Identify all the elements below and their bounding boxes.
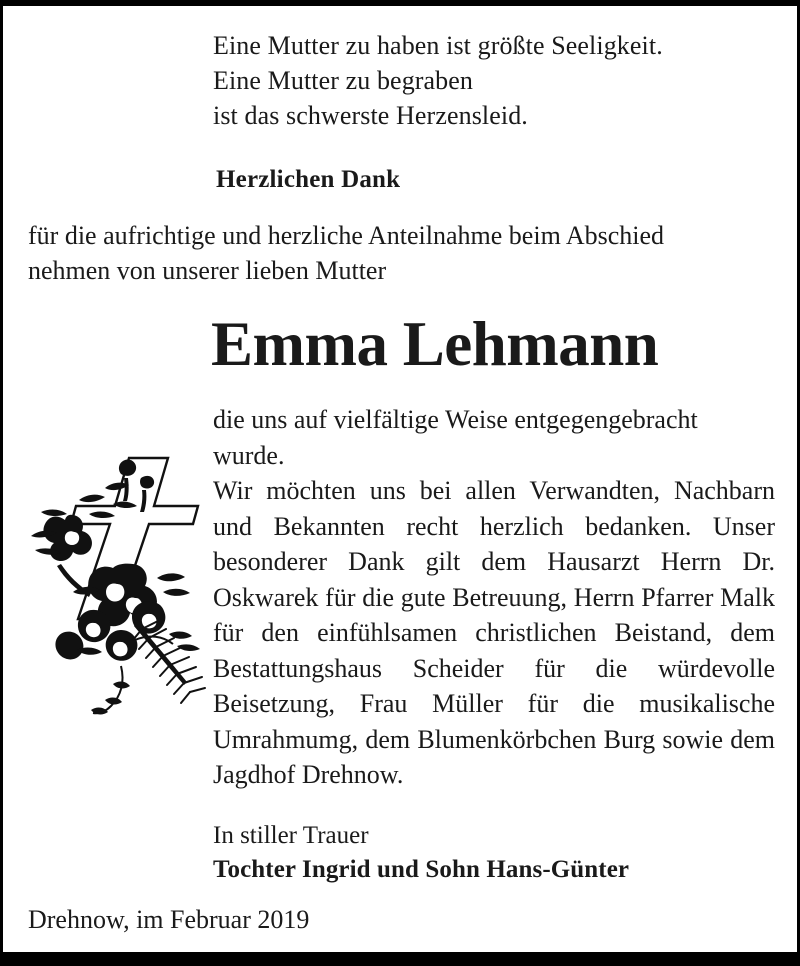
closing-block xyxy=(213,819,775,887)
intro-paragraph xyxy=(28,218,776,288)
closing-line: In stiller Trauer xyxy=(213,822,369,849)
verse-line-2: Eine Mutter zu begraben xyxy=(213,66,474,95)
body-paragraph-1: die uns auf vielfältige Weise entgegengebracht wurde. xyxy=(213,405,698,470)
body-paragraph-2: Wir möchten uns bei allen Verwandten, Nachbarn und Bekannten recht herzlich bedanken. Unser besonderer Dank gilt dem Hausarzt Herrn Dr. Oskwarek für die gute Betreuung, Herrn Pfarrer Malk für den einfühlsamen christlichen Beistand, dem Bestattungshaus Scheider für die würdevolle Beisetzung, Frau Müller für die musikalische Umrahmumg, dem Blumenkörbchen Burg sowie dem Jagdhof Drehnow. xyxy=(213,476,775,789)
memorial-verse xyxy=(213,28,773,133)
thanks-heading: Herzlichen Dank xyxy=(216,166,401,193)
intro-line-1: für die aufrichtige und herzliche Anteilnahme beim Abschied xyxy=(28,221,665,250)
intro-line-2: nehmen von unserer lieben Mutter xyxy=(28,256,387,285)
verse-line-1: Eine Mutter zu haben ist größte Seeligkeit. xyxy=(213,31,663,60)
cross-with-roses-artwork xyxy=(17,444,207,736)
cross-with-roses-icon xyxy=(17,444,207,736)
body-text xyxy=(213,402,775,793)
frame-bottom-rule xyxy=(0,952,800,966)
deceased-name: Emma Lehmann xyxy=(211,309,659,379)
notice-content xyxy=(3,6,797,952)
verse-line-3: ist das schwerste Herzensleid. xyxy=(213,101,528,130)
place-and-date: Drehnow, im Februar 2019 xyxy=(28,905,310,934)
family-signature: Tochter Ingrid und Sohn Hans-Günter xyxy=(213,856,630,883)
